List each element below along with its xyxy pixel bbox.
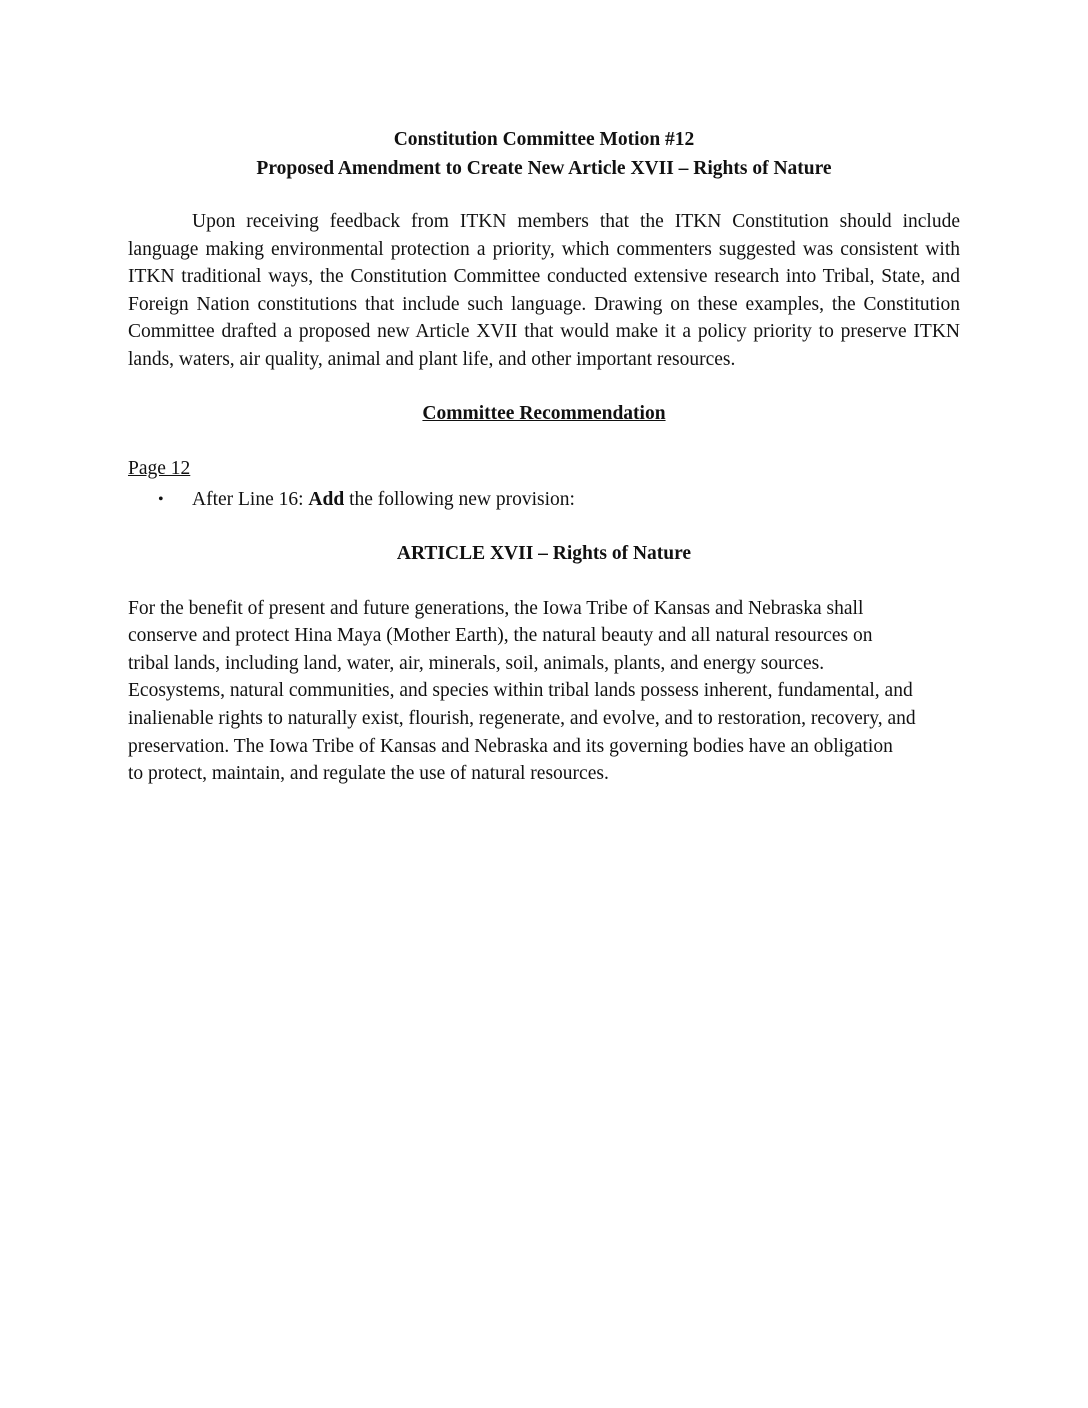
bullet-icon: •	[158, 490, 164, 508]
intro-paragraph: Upon receiving feedback from ITKN members that the ITKN Constitution should include language making environmental protection a priority, which commenters suggested was consistent with ITKN traditional ways, the Constitution Committee conducted extensive research into Tribal, State, and Foreign Nation constitutions that include such language. Drawing on these examples, the Constitution Committee drafted a proposed new Article XVII that would make it a policy priority to preserve ITKN lands, waters, air quality, animal and plant life, and other important resources.	[128, 211, 960, 370]
article-body-line: inalienable rights to naturally exist, flourish, regenerate, and evolve, and to restoration, recovery, and	[128, 707, 916, 729]
document-content	[128, 125, 960, 788]
committee-recommendation-heading: Committee Recommendation	[422, 402, 666, 424]
article-body-line: Ecosystems, natural communities, and species within tribal lands possess inherent, fundamental, and	[128, 680, 913, 702]
article-body-line: conserve and protect Hina Maya (Mother Earth), the natural beauty and all natural resources on	[128, 625, 873, 647]
article-body-line: For the benefit of present and future generations, the Iowa Tribe of Kansas and Nebraska shall	[128, 597, 864, 619]
article-body-line: to protect, maintain, and regulate the use of natural resources.	[128, 763, 609, 785]
instruction-suffix: the following new provision:	[344, 488, 575, 510]
article-body-line: preservation. The Iowa Tribe of Kansas and Nebraska and its governing bodies have an obligation	[128, 735, 893, 757]
title-line-1: Constitution Committee Motion #12	[393, 129, 695, 150]
article-body-line: tribal lands, including land, water, air, minerals, soil, animals, plants, and energy sources.	[128, 652, 825, 674]
page-reference: Page 12	[128, 457, 191, 479]
document-title	[128, 125, 960, 183]
article-heading: ARTICLE XVII – Rights of Nature	[396, 542, 692, 564]
instruction-action: Add	[308, 488, 345, 510]
instruction-text	[192, 486, 575, 514]
instruction-item	[128, 486, 960, 514]
title-line-2: Proposed Amendment to Create New Article XVII – Rights of Nature	[256, 158, 832, 179]
article-body	[128, 595, 960, 788]
instruction-prefix: After Line 16:	[192, 488, 309, 510]
